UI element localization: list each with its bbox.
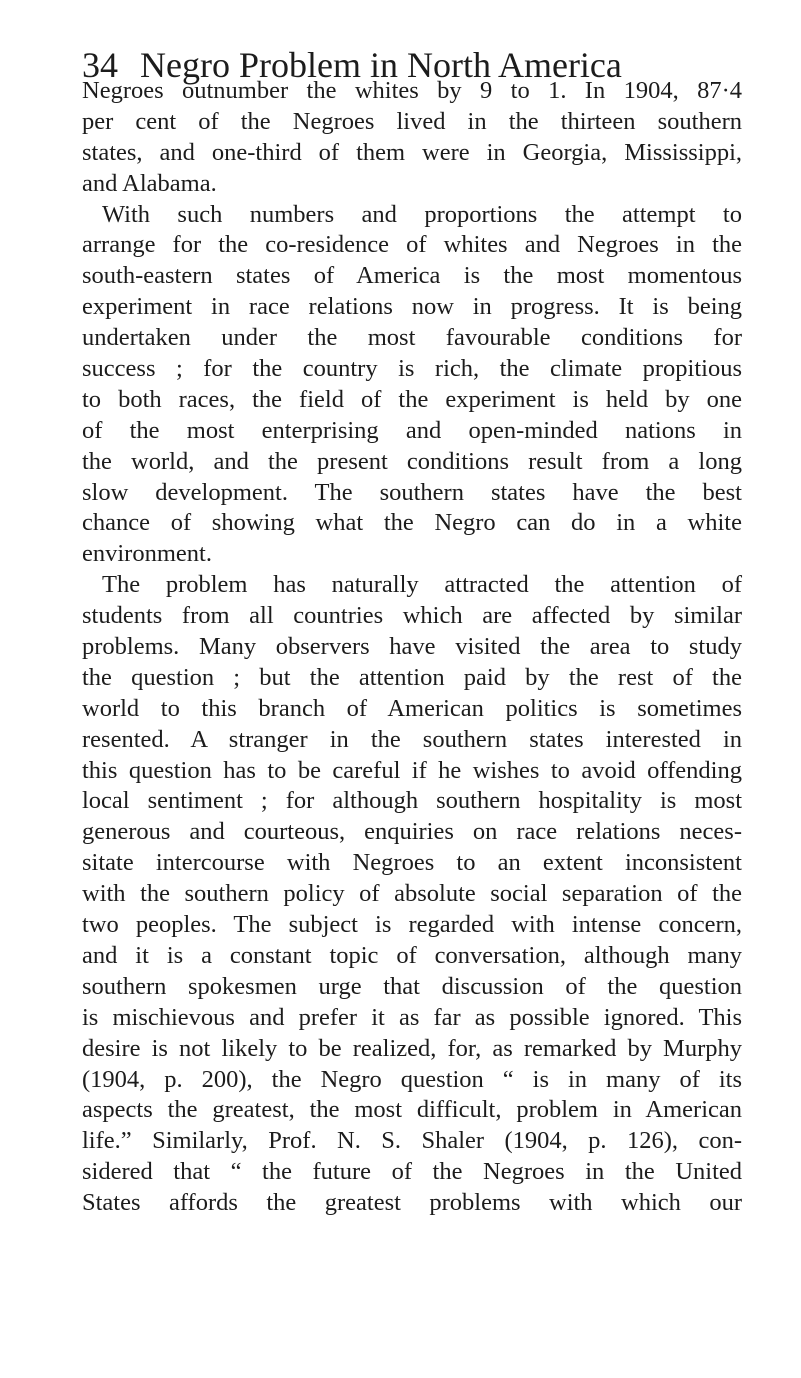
text-line: local sentiment ; for although southern hospitality is most [82, 787, 742, 815]
paragraph-first-line: The problem has naturally attracted the attention of [102, 571, 742, 599]
text-line: resented. A stranger in the southern states interested in [82, 725, 742, 753]
text-line: sitate intercourse with Negroes to an extent inconsistent [82, 849, 742, 877]
page-number: 34 [82, 45, 118, 85]
text-line: life.” Similarly, Prof. N. S. Shaler (1904, p. 126), con- [82, 1127, 742, 1155]
text-line: problems. Many observers have visited the area to study [82, 633, 742, 661]
text-line: slow development. The southern states have the best [82, 478, 742, 506]
body-text [82, 76, 742, 1219]
text-line: arrange for the co-residence of whites and Negroes in the [82, 231, 742, 259]
text-line: (1904, p. 200), the Negro question “ is in many of its [82, 1065, 742, 1093]
text-line: per cent of the Negroes lived in the thirteen southern [82, 107, 742, 135]
text-line: environment. [82, 540, 212, 568]
running-title: Negro Problem in North America [140, 45, 622, 85]
text-line: states, and one-third of them were in Georgia, Mississippi, [82, 138, 742, 166]
text-line: and Alabama. [82, 169, 217, 197]
text-line: south-eastern states of America is the most momentous [82, 262, 742, 290]
text-line: desire is not likely to be realized, for, as remarked by Murphy [82, 1034, 742, 1062]
text-line: the world, and the present conditions result from a long [82, 447, 742, 475]
text-line: Negroes outnumber the whites by 9 to 1. In 1904, 87·4 [82, 77, 742, 104]
text-line: and it is a constant topic of conversation, although many [82, 941, 742, 969]
text-line: experiment in race relations now in progress. It is being [82, 293, 742, 321]
text-line: two peoples. The subject is regarded with intense concern, [82, 911, 742, 939]
text-line: chance of showing what the Negro can do in a white [82, 509, 742, 537]
text-line: undertaken under the most favourable conditions for [82, 324, 742, 352]
text-line: students from all countries which are affected by similar [82, 602, 742, 630]
text-line: with the southern policy of absolute social separation of the [82, 880, 742, 908]
text-line: is mischievous and prefer it as far as possible ignored. This [82, 1003, 742, 1031]
text-line: world to this branch of American politics is sometimes [82, 694, 742, 722]
text-line: of the most enterprising and open-minded nations in [82, 416, 742, 444]
text-line: generous and courteous, enquiries on race relations neces- [82, 818, 742, 846]
text-line: southern spokesmen urge that discussion of the question [82, 972, 742, 1000]
paragraph-first-line: With such numbers and proportions the attempt to [102, 200, 742, 228]
text-line: the question ; but the attention paid by the rest of the [82, 663, 742, 691]
text-line: to both races, the field of the experiment is held by one [82, 385, 742, 413]
text-line: sidered that “ the future of the Negroes in the United [82, 1158, 742, 1186]
text-line: this question has to be careful if he wishes to avoid offending [82, 756, 742, 784]
text-line: States affords the greatest problems with which our [82, 1189, 742, 1217]
text-line: aspects the greatest, the most difficult, problem in American [82, 1096, 742, 1124]
text-line: success ; for the country is rich, the climate propitious [82, 355, 742, 383]
